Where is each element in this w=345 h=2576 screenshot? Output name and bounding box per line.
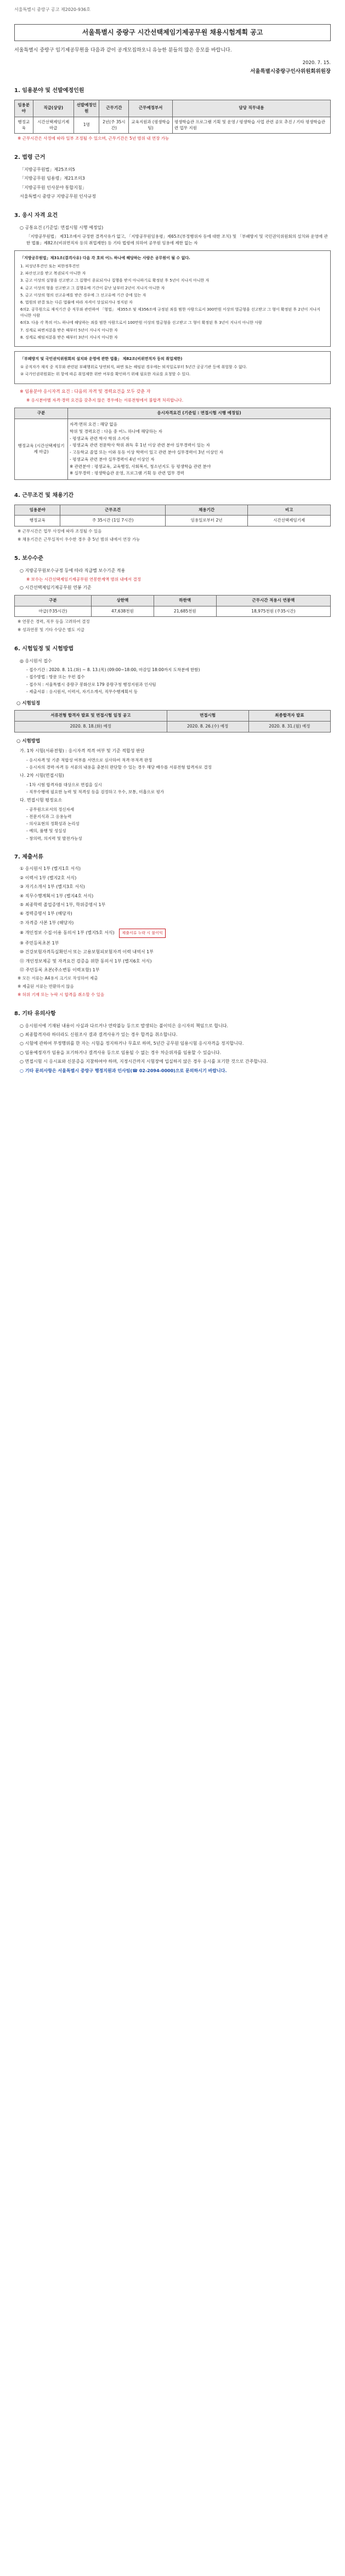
method-line: 다. 면접시험 평정요소 bbox=[20, 798, 63, 803]
qualification-table bbox=[14, 408, 331, 480]
salary-table bbox=[14, 595, 331, 617]
intro-text: 서울특별시 중랑구 임기제공무원을 다음과 같이 공개모집하오니 유능한 분들의 많은 응모를 바랍니다. bbox=[14, 47, 232, 53]
page-title: 서울특별시 중랑구 시간선택제임기제공무원 채용시험계획 공고 bbox=[14, 24, 331, 41]
table-header: 근무예정부서 bbox=[129, 100, 173, 117]
document-item: ⑩ 건강보험자격득실확인서 또는 고용보험피보험자격 이력 내역서 1부 bbox=[20, 949, 154, 955]
cell-field: 행정교육 bbox=[15, 117, 33, 134]
cell-grade: 시간선택제임기제 마급 bbox=[33, 117, 74, 134]
req-line: 학위 및 경력요건 : 다음 중 어느 하나에 해당하는 자 bbox=[70, 428, 162, 434]
table-header: 근무기간 bbox=[99, 100, 129, 117]
section-5-note: ※ 연봉은 경력, 직무 등을 고려하여 결정 bbox=[18, 619, 90, 625]
document-item: ⑤ 최종학력 졸업증명서 1부, 학위증명서 1부 bbox=[20, 902, 106, 907]
announcement-date: 2020. 7. 15. bbox=[302, 60, 331, 66]
method-line: - 1차 시험 합격자를 대상으로 면접을 실시 bbox=[26, 782, 102, 787]
box-title: 「부패방지 및 국민권익위원회의 설치와 운영에 관한 법률」 제82조(비위면직자 등의 취업제한) bbox=[20, 357, 183, 362]
recruitment-table bbox=[14, 100, 331, 134]
table-cell: 2020. 8. 18.(화) 예정 bbox=[15, 722, 167, 732]
method-line: - 응시자의 경력·자격 등 서류의 내용을 충분히 판단할 수 있는 경우 해당 배수를 서류전형 합격자로 결정 bbox=[26, 765, 212, 770]
method-line: 가. 1차 시험(서류전형) : 응시자격 적격 여부 및 기준 적합성 판단 bbox=[20, 748, 145, 754]
cell-field: 행정교육 (시간선택제임기제 마급) bbox=[15, 419, 68, 480]
table-row bbox=[15, 606, 331, 617]
req-line: - 고등학교 졸업 또는 이와 동등 이상 학력이 있고 관련 분야 실무경력이 3년 이상인 자 bbox=[70, 450, 223, 455]
notice-item: ○ 임용예정자가 임용을 포기하거나 결격사유 등으로 임용될 수 없는 경우 차순위자를 임용할 수 있습니다. bbox=[20, 1050, 222, 1055]
section-4-note: ※ 채용기간은 근무실적이 우수한 경우 총 5년 범위 내에서 연장 가능 bbox=[18, 537, 140, 542]
box-line: 3. 금고 이상의 실형을 선고받고 그 집행이 종료되거나 집행을 받지 아니하기로 확정된 후 5년이 지나지 아니한 자 bbox=[20, 278, 210, 283]
section-1-note: ※ 근무시간은 사정에 따라 일부 조정될 수 있으며, 근무기간은 5년 범위 내 연장 가능 bbox=[18, 136, 169, 141]
method-line: - 예의, 품행 및 성실성 bbox=[26, 828, 66, 834]
table-cell: 47,638천원 bbox=[91, 606, 154, 617]
document-item bbox=[20, 929, 331, 938]
application-item: - 접수기간 : 2020. 8. 11.(화) ~ 8. 13.(목) (09:00~18:00, 마감일 18:00까지 도착분에 한함) bbox=[26, 667, 200, 673]
table-cell: 21,685천원 bbox=[154, 606, 216, 617]
method-line: - 전문지식과 그 응용능력 bbox=[26, 814, 72, 819]
notice-item: ○ 최종합격자라 하더라도 신원조사 결과 결격사유가 있는 경우 합격을 취소합니다. bbox=[20, 1032, 178, 1037]
section-4-note: ※ 근무시간은 업무 사정에 따라 조정될 수 있음 bbox=[18, 529, 102, 534]
disqualification-box bbox=[14, 250, 331, 347]
table-header: 비고 bbox=[248, 505, 331, 516]
table-cell: 2020. 8. 26.(수) 예정 bbox=[167, 722, 248, 732]
table-header: 하한액 bbox=[154, 595, 216, 606]
table-header: 구분 bbox=[15, 408, 68, 419]
table-header: 근무조건 bbox=[60, 505, 165, 516]
table-cell: 주 35시간 (1일 7시간) bbox=[60, 516, 165, 526]
cell-period: 2년(주 35시간) bbox=[99, 117, 129, 134]
table-cell: 마급(주35시간) bbox=[15, 606, 92, 617]
document-item: ④ 직무수행계획서 1부 (별지4호 서식) bbox=[20, 893, 94, 898]
issuing-org: 서울특별시중랑구인사위원회위원장 bbox=[250, 68, 331, 75]
document-item: ⑫ 주민등록 초본(주소변동 이력포함) 1부 bbox=[20, 968, 100, 973]
table-header: 채용기간 bbox=[165, 505, 247, 516]
method-line: - 응시자격 및 기준 적합성 여부를 서면으로 심사하여 적격·부적격 판정 bbox=[26, 757, 152, 763]
table-cell: 시간선택제임기제 bbox=[248, 516, 331, 526]
employment-restriction-box bbox=[14, 351, 331, 384]
requirement-warning: ※ 응시분야별 자격·경력 요건을 갖추지 않은 경우에는 서류전형에서 불합격 처리합니다. bbox=[26, 397, 184, 403]
section-7-note: ※ 허위 기재 또는 누락 시 합격을 취소할 수 있음 bbox=[18, 992, 105, 998]
conditions-table bbox=[14, 505, 331, 527]
table-cell: 임용일로부터 2년 bbox=[165, 516, 247, 526]
section-7-note: ※ 모든 서류는 A4용지 크기로 작성하여 제출 bbox=[18, 976, 98, 981]
table-row bbox=[15, 516, 331, 526]
document-item: ③ 자기소개서 1부 (별지3호 서식) bbox=[20, 884, 85, 890]
box-line: ① 공직자가 재직 중 직무와 관련된 부패행위로 당연퇴직, 파면 또는 해임된 경우에는 퇴직일로부터 5년간 공공기관 등에 취업할 수 없다. bbox=[20, 365, 247, 370]
table-cell: 2020. 8. 31.(월) 예정 bbox=[248, 722, 330, 732]
application-item: - 제출서류 : 응시원서, 이력서, 자기소개서, 직무수행계획서 등 bbox=[26, 689, 138, 694]
requirement-warning: ※ 임용분야 응시자격 요건 : 다음의 자격 및 경력요건을 모두 갖춘 자 bbox=[20, 388, 151, 394]
method-line: - 창의력, 의지력 및 발전가능성 bbox=[26, 835, 82, 841]
method-line: - 공무원으로서의 정신자세 bbox=[26, 806, 75, 812]
law-item: 「지방공무원법」제25조의5 bbox=[20, 167, 75, 172]
box-line: 1. 피성년후견인 또는 피한정후견인 bbox=[20, 264, 80, 268]
box-line: 6. 법원의 판결 또는 다른 법률에 따라 자격이 상실되거나 정지된 자 bbox=[20, 300, 133, 305]
method-line: - 직무수행에 필요한 능력 및 적격성 등을 검정하고 우수, 보통, 미흡으로 평가 bbox=[26, 789, 165, 794]
table-row bbox=[15, 722, 331, 732]
table-header: 담당 직무내용 bbox=[172, 100, 330, 117]
section-2-title: 2. 법령 근거 bbox=[14, 154, 46, 161]
table-header: 응시자격요건 (기준일 : 면접시험 시행 예정일) bbox=[68, 408, 331, 419]
application-item: - 접수처 : 서울특별시 중랑구 봉화산로 179 중랑구청 행정지원과 인사팀 bbox=[26, 682, 156, 687]
table-header: 임용분야 bbox=[15, 505, 60, 516]
cell-requirements bbox=[68, 419, 331, 480]
box-line: 6의2. 공무원으로 재직기간 중 직무와 관련하여 「형법」 제355조 및 제356조에 규정된 죄를 범한 사람으로서 300만원 이상의 벌금형을 선고받고 그 형이 확정된 후 2년이 지나지 아니한 사람 bbox=[20, 307, 320, 318]
law-item: 「지방공무원 인사분야 통합지침」 bbox=[20, 185, 87, 190]
cell-dept: 교육지원과 (평생학습팀) bbox=[129, 117, 173, 134]
table-header: 최종합격자 발표 bbox=[248, 711, 330, 722]
table-row bbox=[15, 117, 331, 134]
application-item: - 접수방법 : 방문 또는 우편 접수 bbox=[26, 674, 85, 680]
salary-item: ○ 지방공무원보수규정 등에 따라 직급별 보수기준 적용 bbox=[20, 568, 126, 573]
notice-item: ○ 응시원서에 기재된 내용이 사실과 다르거나 연락불능 등으로 발생되는 불이익은 응시자의 책임으로 합니다. bbox=[20, 1023, 229, 1028]
req-line: ※ 실무경력 : 평생학습관 운영, 프로그램 기획 등 관련 업무 경력 bbox=[70, 471, 184, 476]
box-line: 4. 금고 이상의 형을 선고받고 그 집행유예 기간이 끝난 날부터 2년이 지나지 아니한 자 bbox=[20, 285, 165, 290]
announcement-ref: 서울특별시 중랑구 공고 제2020-936호 bbox=[14, 7, 91, 12]
table-header: 면접시험 bbox=[167, 711, 248, 722]
table-header: 서류전형 합격자 발표 및 면접시험 일정 공고 bbox=[15, 711, 167, 722]
law-item: 「지방공무원 임용령」제21조의3 bbox=[20, 176, 85, 181]
table-cell: 18,975천원 (주35시간) bbox=[216, 606, 330, 617]
notice-item: ○ 시험에 관하여 부정행위를 한 자는 시험을 정지하거나 무효로 하며, 5년간 공무원 임용시험 응시자격을 정지합니다. bbox=[20, 1041, 244, 1046]
table-header: 직급(상당) bbox=[33, 100, 74, 117]
method-line: 나. 2차 시험(면접시험) bbox=[20, 773, 64, 778]
req-line: ※ 관련분야 : 평생교육, 교육행정, 사회복지, 청소년지도 등 평생학습 관련 분야 bbox=[70, 463, 211, 469]
document-item: ① 응시원서 1부 (별지1호 서식) bbox=[20, 866, 81, 872]
req-line: 자격·면허 요건 : 해당 없음 bbox=[70, 422, 117, 427]
box-line: 5. 금고 이상의 형의 선고유예를 받은 경우에 그 선고유예 기간 중에 있는 자 bbox=[20, 293, 146, 297]
requirement-item: 「지방공무원법」 제31조에서 규정한 결격사유가 없고, 「지방공무원임용령」제65조(부정행위자 등에 대한 조치) 및 「부패방지 및 국민권익위원회의 설치와 운영에 관한 법률」제82조(비위면직자 등의 취업제한) 등 기타 법령에 의하여 공무원 임용에 제한 없는 자 bbox=[26, 234, 328, 245]
salary-item: ○ 시간선택제임기제공무원 연봉 기준 bbox=[20, 585, 92, 591]
schedule-title: ○ 시험일정 bbox=[16, 701, 41, 707]
cell-duty: 평생학습관 프로그램 기획 및 운영 / 평생학습 사업 관련 공모 추진 / 기타 평생학습관련 업무 지원 bbox=[172, 117, 330, 134]
notice-item: ○ 면접시험 시 응시표와 신분증을 지참하여야 하며, 지정시간까지 시험장에 입실하지 않은 경우 응시를 포기한 것으로 간주합니다. bbox=[20, 1059, 268, 1064]
table-row bbox=[15, 419, 331, 480]
box-line: 6의3. 다음 각 목의 어느 하나에 해당하는 죄를 범한 사람으로서 100만원 이상의 벌금형을 선고받고 그 형이 확정된 후 3년이 지나지 아니한 사람 bbox=[20, 320, 262, 325]
document-item-label: ⑧ 개인정보 수집·이용 동의서 1부 (별지5호 서식) bbox=[20, 930, 115, 936]
section-5-title: 5. 보수수준 bbox=[14, 556, 43, 562]
box-line: 2. 파산선고를 받고 복권되지 아니한 자 bbox=[20, 271, 86, 276]
box-line: ② 국가인권위원회는 위 항에 따른 취업제한 위반 여부를 확인하기 위해 필요한 자료를 요청할 수 있다. bbox=[20, 372, 191, 377]
table-header: 근무시간 적용시 연봉액 bbox=[216, 595, 330, 606]
section-5-note: ※ 성과연봉 및 기타 수당은 별도 지급 bbox=[18, 627, 85, 633]
table-header: 임용분야 bbox=[15, 100, 33, 117]
req-line: - 평생교육 관련 전문학사 학위 취득 후 1년 이상 관련 분야 실무경력이 있는 자 bbox=[70, 443, 210, 448]
section-7-title: 7. 제출서류 bbox=[14, 854, 43, 860]
cell-count: 1명 bbox=[74, 117, 99, 134]
table-cell: 행정교육 bbox=[15, 516, 60, 526]
document-item: ② 이력서 1부 (별지2호 서식) bbox=[20, 875, 77, 880]
box-line: 7. 징계로 파면처분을 받은 때부터 5년이 지나지 아니한 자 bbox=[20, 328, 118, 333]
notice-item: ○ 기타 문의사항은 서울특별시 중랑구 행정지원과 인사팀(☎ 02-2094-0000)으로 문의하시기 바랍니다. bbox=[20, 1068, 227, 1073]
application-item: ◎ 응시원서 접수 bbox=[20, 658, 52, 663]
section-1-title: 1. 임용분야 및 선발예정인원 bbox=[14, 88, 84, 94]
method-line: - 의사표현의 정확성과 논리성 bbox=[26, 821, 80, 827]
box-line: 8. 징계로 해임처분을 받은 때부터 3년이 지나지 아니한 자 bbox=[20, 335, 118, 340]
req-line: - 평생교육 관련 분야 실무경력이 4년 이상인 자 bbox=[70, 456, 155, 462]
warning-stamp: 제출서류 누락 시 불이익 bbox=[119, 929, 165, 938]
schedule-table bbox=[14, 710, 331, 732]
req-line: - 평생교육 관련 학사 학위 소지자 bbox=[70, 436, 129, 441]
table-header: 선발예정인원 bbox=[74, 100, 99, 117]
document-item: ⑥ 경력증명서 1부 (해당자) bbox=[20, 911, 72, 917]
section-7-note: ※ 제출된 서류는 반환하지 않음 bbox=[18, 984, 74, 989]
section-8-title: 8. 기타 유의사항 bbox=[14, 1011, 56, 1017]
law-item: 서울특별시 중랑구 지방공무원 인사규정 bbox=[20, 194, 97, 199]
box-title: 「지방공무원법」제31조(결격사유) 다음 각 호의 어느 하나에 해당하는 사람은 공무원이 될 수 없다. bbox=[20, 255, 190, 260]
table-header: 구분 bbox=[15, 595, 92, 606]
section-3-title: 3. 응시 자격 요건 bbox=[14, 213, 58, 219]
section-6-title: 6. 시험일정 및 시험방법 bbox=[14, 646, 74, 652]
requirement-item: ○ 공통요건 (기준일: 면접시험 시행 예정일) bbox=[20, 225, 104, 230]
salary-item: ※ 보수는 시간선택제임기제공무원 연봉한계액 범위 내에서 결정 bbox=[26, 577, 141, 582]
table-header: 상한액 bbox=[91, 595, 154, 606]
document-item: ⑦ 자격증 사본 1부 (해당자) bbox=[20, 920, 74, 925]
document-item: ⑨ 주민등록초본 1부 bbox=[20, 940, 59, 946]
method-title: ○ 시험방법 bbox=[16, 739, 41, 745]
section-4-title: 4. 근무조건 및 채용기간 bbox=[14, 493, 74, 499]
document-item: ⑪ 개인정보제공 및 자격요건 검증을 위한 동의서 1부 (별지6호 서식) bbox=[20, 958, 152, 964]
